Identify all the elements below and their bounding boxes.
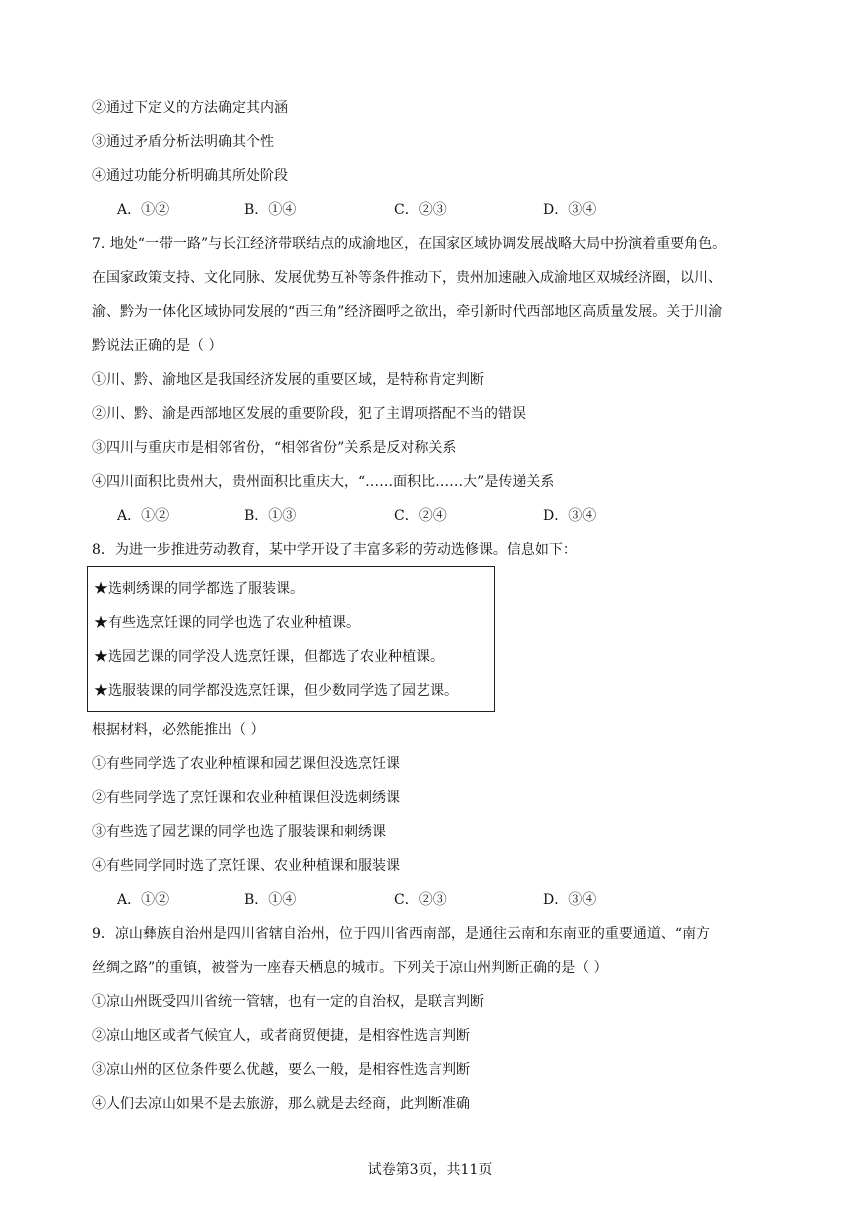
q9-stem-line-2: 丝绸之路”的重镇，被誉为一座春天栖息的城市。下列关于凉山州判断正确的是（ ） <box>92 960 608 976</box>
q9-stem-line-1: 9．凉山彝族自治州是四川省辖自治州，位于四川省西南部，是通往云南和东南亚的重要通道、“南方 <box>92 926 711 942</box>
q7-stem-line-1: 7. 地处“一带一路”与长江经济带联结点的成渝地区，在国家区域协调发展战略大局中扮演着重要角色。 <box>92 236 727 252</box>
q9-item-3: ③凉山州的区位条件要么优越，要么一般，是相容性选言判断 <box>92 1062 470 1078</box>
q8-option-c: C．②③ <box>394 892 447 908</box>
q7-option-d: D．③④ <box>543 508 597 524</box>
q9-item-2: ②凉山地区或者气候宜人，或者商贸便捷，是相容性选言判断 <box>92 1028 470 1044</box>
q9-item-4: ④人们去凉山如果不是去旅游，那么就是去经商，此判断准确 <box>92 1096 470 1112</box>
q6-option-c: C．②③ <box>394 202 447 218</box>
q6-item-4: ④通过功能分析明确其所处阶段 <box>92 168 288 184</box>
q8-item-1: ①有些同学选了农业种植课和园艺课但没选烹饪课 <box>92 756 400 772</box>
q7-item-3: ③四川与重庆市是相邻省份，“相邻省份”关系是反对称关系 <box>92 440 457 456</box>
q7-option-b: B．①③ <box>244 508 297 524</box>
page-footer: 试卷第3页，共11页 <box>367 1162 493 1178</box>
q8-item-2: ②有些同学选了烹饪课和农业种植课但没选刺绣课 <box>92 790 400 806</box>
q6-item-3: ③通过矛盾分析法明确其个性 <box>92 134 274 150</box>
q8-box-line-1: ★选刺绣课的同学都选了服装课。 <box>94 581 304 597</box>
q6-option-a: A．①② <box>117 202 170 218</box>
q6-item-2: ②通过下定义的方法确定其内涵 <box>92 100 288 116</box>
q8-stem: 8．为进一步推进劳动教育，某中学开设了丰富多彩的劳动选修课。信息如下： <box>92 542 577 558</box>
q7-option-a: A．①② <box>117 508 170 524</box>
q8-item-4: ④有些同学同时选了烹饪课、农业种植课和服装课 <box>92 858 400 874</box>
q8-question: 根据材料，必然能推出（ ） <box>92 722 265 738</box>
q6-option-d: D．③④ <box>543 202 597 218</box>
q7-stem-line-3: 渝、黔为一体化区域协同发展的“西三角”经济圈呼之欲出，牵引新时代西部地区高质量发展。关于川渝 <box>92 304 723 320</box>
q7-item-1: ①川、黔、渝地区是我国经济发展的重要区域，是特称肯定判断 <box>92 372 484 388</box>
q7-stem-line-2: 在国家政策支持、文化同脉、发展优势互补等条件推动下，贵州加速融入成渝地区双城经济圈，以川、 <box>92 270 722 286</box>
q9-item-1: ①凉山州既受四川省统一管辖，也有一定的自治权，是联言判断 <box>92 994 484 1010</box>
q6-option-b: B．①④ <box>244 202 297 218</box>
q8-option-a: A．①② <box>117 892 170 908</box>
q7-stem-line-4: 黔说法正确的是（ ） <box>92 338 223 354</box>
q8-info-box <box>87 566 495 712</box>
q8-option-b: B．①④ <box>244 892 297 908</box>
q7-item-2: ②川、黔、渝是西部地区发展的重要阶段，犯了主谓项搭配不当的错误 <box>92 406 526 422</box>
q8-box-line-3: ★选园艺课的同学没人选烹饪课，但都选了农业种植课。 <box>94 649 444 665</box>
q8-box-line-4: ★选服装课的同学都没选烹饪课，但少数同学选了园艺课。 <box>94 683 458 699</box>
q7-item-4: ④四川面积比贵州大，贵州面积比重庆大，“……面积比……大”是传递关系 <box>92 474 555 490</box>
q7-option-c: C．②④ <box>394 508 447 524</box>
q8-box-line-2: ★有些选烹饪课的同学也选了农业种植课。 <box>94 615 360 631</box>
q8-item-3: ③有些选了园艺课的同学也选了服装课和刺绣课 <box>92 824 386 840</box>
q8-option-d: D．③④ <box>543 892 597 908</box>
